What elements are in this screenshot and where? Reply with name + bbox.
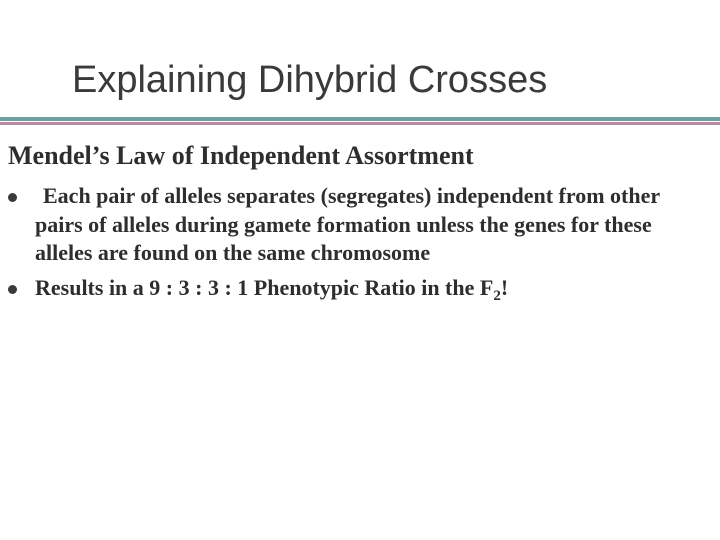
slide-subtitle: Mendel’s Law of Independent Assortment bbox=[8, 141, 474, 170]
bullet-text: Each pair of alleles separates (segregates) independent from other pairs of alleles during gamete formation unless the genes for these alleles are found on the same chromosome bbox=[35, 183, 660, 265]
title-divider-top bbox=[0, 117, 720, 121]
bullet-item bbox=[8, 274, 708, 303]
title-divider-bottom bbox=[0, 122, 720, 125]
generation-subscript: 2 bbox=[493, 287, 501, 304]
slide-title: Explaining Dihybrid Crosses bbox=[72, 59, 548, 101]
ratio-text: Results in a 9 : 3 : 3 : 1 Phenotypic Ratio in the F bbox=[35, 274, 494, 300]
ratio-suffix: ! bbox=[500, 274, 509, 300]
bullet-dot-icon bbox=[8, 193, 17, 202]
bullet-dot-icon bbox=[8, 285, 17, 294]
bullet-text bbox=[35, 274, 509, 304]
bullet-item bbox=[8, 182, 708, 268]
bullet-list bbox=[8, 182, 708, 308]
